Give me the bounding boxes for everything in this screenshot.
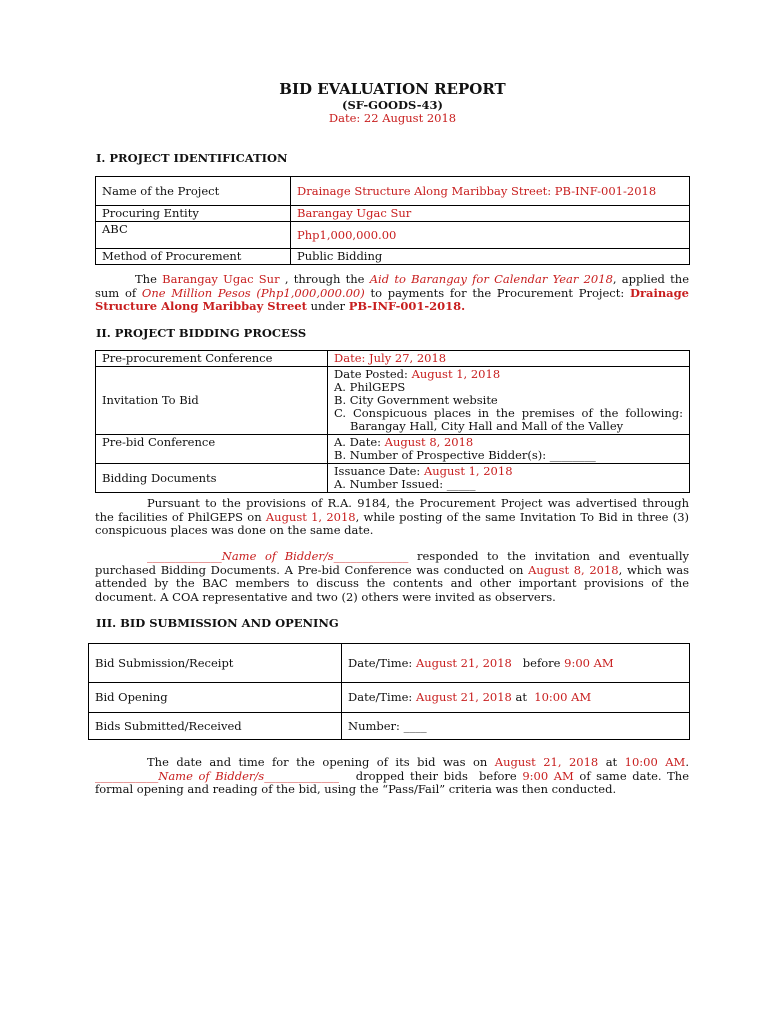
preproc-value: Date: July 27, 2018 xyxy=(328,351,690,367)
docs-issuance: Issuance Date: August 1, 2018 xyxy=(334,464,513,478)
table-row xyxy=(96,177,690,206)
list-item: B. City Government website xyxy=(334,393,498,407)
list-item: C. Conspicuous places in the premises of the following: Barangay Hall, City Hall and Mall of the Valley xyxy=(334,406,683,433)
opening-label: Bid Opening xyxy=(89,683,342,713)
method-value: Public Bidding xyxy=(291,249,690,265)
itb-date-posted: Date Posted: August 1, 2018 xyxy=(334,367,501,381)
project-identification-table xyxy=(95,176,690,265)
table-row xyxy=(96,222,690,249)
bidding-process-table xyxy=(95,350,690,493)
list-item: A. PhilGEPS xyxy=(334,380,406,394)
table-row xyxy=(96,351,690,367)
preproc-label: Pre-procurement Conference xyxy=(96,351,328,367)
opening-paragraph: The date and time for the opening of its bid was on August 21, 2018 at 10:00 AM. ___________Name of Bidder/s_____________ dropped their bids before 9:00 AM of same date. The formal opening and reading of the bid, using the “Pass/Fail” criteria was then conducted. xyxy=(95,755,690,797)
bid-submission-table xyxy=(88,643,690,740)
table-row xyxy=(96,249,690,265)
prebid-label: Pre-bid Conference xyxy=(96,435,328,464)
report-title: BID EVALUATION REPORT xyxy=(279,80,506,98)
section-2-heading: II. PROJECT BIDDING PROCESS xyxy=(96,326,307,340)
prebid-paragraph: _____________Name of Bidder/s_____________ responded to the invitation and eventually purchased Bidding Documents. A Pre-bid Conference was conducted on August 8, 2018, which was attended by the BAC members to discuss the contents and other important provisions of the document. A COA representative and two (2) others were invited as observers. xyxy=(95,549,689,604)
itb-list xyxy=(334,381,683,433)
prebid-date: A. Date: August 8, 2018 xyxy=(334,435,474,449)
itb-value xyxy=(328,367,690,435)
docs-number-issued: A. Number Issued: _____ xyxy=(334,477,476,491)
table-row xyxy=(89,713,690,740)
submission-value: Date/Time: August 21, 2018 before 9:00 AM xyxy=(342,644,690,683)
submission-label: Bid Submission/Receipt xyxy=(89,644,342,683)
procuring-entity-value: Barangay Ugac Sur xyxy=(291,206,690,222)
funding-paragraph: The Barangay Ugac Sur , through the Aid to Barangay for Calendar Year 2018, applied the sum of One Million Pesos (Php1,000,000.00) to payments for the Procurement Project: Drainage Structure Along Maribbay Street under PB-INF-001-2018. xyxy=(95,272,689,314)
procuring-entity-label: Procuring Entity xyxy=(96,206,291,222)
table-row xyxy=(96,435,690,464)
prebid-bidders: B. Number of Prospective Bidder(s): ________ xyxy=(334,448,596,462)
method-label: Method of Procurement xyxy=(96,249,291,265)
docs-label: Bidding Documents xyxy=(96,464,328,493)
opening-value: Date/Time: August 21, 2018 at 10:00 AM xyxy=(342,683,690,713)
itb-label: Invitation To Bid xyxy=(96,367,328,435)
prebid-value xyxy=(328,435,690,464)
table-row xyxy=(89,683,690,713)
form-code: (SF-GOODS-43) xyxy=(342,98,443,112)
abc-label: ABC xyxy=(96,222,291,249)
advertisement-paragraph: Pursuant to the provisions of R.A. 9184, the Procurement Project was advertised through the facilities of PhilGEPS on August 1, 2018, while posting of the same Invitation To Bid in three (3) conspicuous places was done on the same date. xyxy=(95,496,689,538)
section-1-heading: I. PROJECT IDENTIFICATION xyxy=(96,151,288,165)
table-row xyxy=(89,644,690,683)
project-name-value: Drainage Structure Along Maribbay Street: PB-INF-001-2018 xyxy=(291,177,690,206)
table-row xyxy=(96,367,690,435)
abc-value: Php1,000,000.00 xyxy=(291,222,690,249)
bids-received-label: Bids Submitted/Received xyxy=(89,713,342,740)
docs-value xyxy=(328,464,690,493)
report-date: Date: 22 August 2018 xyxy=(328,111,457,125)
bids-received-value: Number: ____ xyxy=(342,713,690,740)
table-row xyxy=(96,464,690,493)
project-name-label: Name of the Project xyxy=(96,177,291,206)
table-row xyxy=(96,206,690,222)
section-3-heading: III. BID SUBMISSION AND OPENING xyxy=(96,616,339,630)
